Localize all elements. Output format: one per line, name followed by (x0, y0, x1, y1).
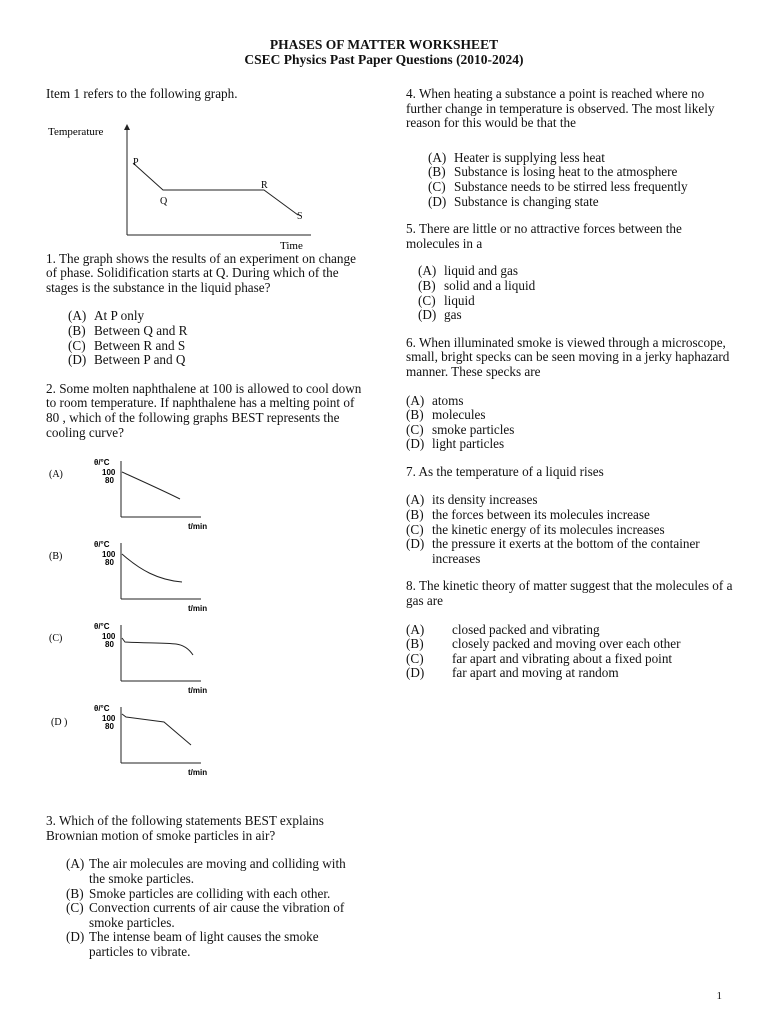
q6-option-c[interactable]: (C) smoke particles (406, 421, 515, 437)
q1-option-d[interactable]: (D) Between P and Q (68, 352, 186, 368)
curve-c-tick-100: 100 (102, 632, 116, 642)
curve-c-tick-80: 80 (105, 640, 114, 650)
q1-option-c[interactable]: (C) Between R and S (68, 337, 186, 353)
graph1-curve (133, 163, 298, 215)
curve-a-xlabel: t/min (188, 522, 208, 532)
page-number: 1 (716, 990, 722, 1002)
q8-option-a[interactable]: (A) closed packed and vibrating (406, 621, 600, 637)
curve-b-xlabel: t/min (188, 604, 208, 614)
question-1-options (46, 309, 364, 367)
curve-c-xlabel: t/min (188, 686, 208, 696)
q8-option-b[interactable]: (B) closely packed and moving over each other (406, 636, 681, 652)
cooling-curve-c[interactable] (49, 622, 207, 695)
q5-option-c[interactable]: (C) liquid (418, 292, 475, 308)
question-1-text: 1. The graph shows the results of an experiment on change of phase. Solidification starts at Q. During which of the stages is the substance in the liquid phase? (46, 250, 356, 295)
q4-option-d[interactable]: (D) Substance is changing state (428, 193, 599, 209)
curve-a-ylabel: θ/°C (94, 458, 110, 468)
question-4-options (406, 151, 734, 209)
q4-option-b[interactable]: (B) Substance is losing heat to the atmosphere (428, 164, 678, 180)
question-5-text: 5. There are little or no attractive forces between the molecules in a (406, 221, 682, 251)
question-7-text: 7. As the temperature of a liquid rises (406, 463, 604, 479)
q6-option-d[interactable]: (D) light particles (406, 436, 505, 452)
q6-option-a[interactable]: (A) atoms (406, 392, 464, 408)
graph1-point-p: P (133, 156, 139, 168)
curve-b-tick-100: 100 (102, 550, 116, 560)
curve-d-xlabel: t/min (188, 768, 208, 778)
q6-option-b[interactable]: (B) molecules (406, 407, 486, 423)
q5-option-d[interactable]: (D) gas (418, 307, 462, 323)
q8-option-c[interactable]: (C) far apart and vibrating about a fixed point (406, 650, 673, 666)
q4-option-a[interactable]: (A) Heater is supplying less heat (428, 149, 605, 165)
q8-option-d[interactable]: (D) far apart and moving at random (406, 665, 619, 681)
q5-option-b[interactable]: (B) solid and a liquid (418, 277, 536, 293)
item1-intro: Item 1 refers to the following graph. (46, 86, 238, 101)
curve-b-label: (B) (49, 551, 63, 563)
question-3-text: 3. Which of the following statements BEST explains Brownian motion of smoke particles in air? (46, 813, 324, 843)
question-7-options (406, 493, 734, 566)
q3-option-a[interactable]: (A) The air molecules are moving and colliding with the smoke particles. (66, 856, 346, 886)
question-6-options (406, 394, 734, 452)
cooling-curve-d[interactable] (51, 704, 207, 777)
curve-b-line (122, 554, 182, 582)
curve-d-ylabel: θ/°C (94, 704, 110, 714)
left-column (46, 87, 364, 959)
curve-c-line (122, 638, 193, 655)
question-4-text: 4. When heating a substance a point is reached where no further change in temperature is observed. The most likely reason for this would be that the (406, 86, 715, 131)
curve-b-ylabel: θ/°C (94, 540, 110, 550)
curve-a-label: (A) (49, 469, 63, 481)
graph1-ylabel: Temperature (48, 125, 104, 138)
q7-option-d[interactable]: (D) the pressure it exerts at the bottom of the container increases (406, 536, 700, 566)
cooling-curve-a[interactable] (49, 458, 207, 531)
worksheet-title: PHASES OF MATTER WORKSHEET (269, 37, 499, 52)
q3-option-d[interactable]: (D) The intense beam of light causes the smoke particles to vibrate. (66, 929, 319, 959)
graph1-point-q: Q (160, 195, 168, 207)
curve-d-tick-80: 80 (105, 722, 114, 732)
q7-option-a[interactable]: (A) its density increases (406, 492, 538, 508)
q4-option-c[interactable]: (C) Substance needs to be stirred less frequently (428, 178, 688, 194)
question-5-options (406, 264, 734, 322)
q3-option-c[interactable]: (C) Convection currents of air cause the vibration of smoke particles. (66, 900, 345, 930)
worksheet-subtitle: CSEC Physics Past Paper Questions (2010-2024) (244, 52, 524, 67)
q7-option-b[interactable]: (B) the forces between its molecules increase (406, 507, 650, 523)
graph1-xlabel: Time (280, 239, 303, 252)
graph1-point-s: S (297, 210, 303, 222)
curve-c-ylabel: θ/°C (94, 622, 110, 632)
q5-option-a[interactable]: (A) liquid and gas (418, 263, 518, 279)
cooling-curve-options (46, 454, 286, 806)
curve-d-label: (D ) (51, 717, 68, 729)
graph1-y-arrow (124, 124, 130, 130)
curve-a-tick-80: 80 (105, 476, 114, 486)
q3-option-b[interactable]: (B) Smoke particles are colliding with each other. (66, 885, 331, 901)
graph1-point-r: R (261, 179, 268, 191)
question-2-text: 2. Some molten naphthalene at 100 is allowed to cool down to room temperature. If naphthalene has a melting point of 80 , which of the following graphs BEST represents the cooling curve? (46, 380, 362, 440)
q1-option-a[interactable]: (A) At P only (68, 308, 145, 324)
question-6-text: 6. When illuminated smoke is viewed through a microscope, small, bright specks can be seen moving in a jerky haphazard manner. These specks are (406, 334, 730, 379)
question-8-text: 8. The kinetic theory of matter suggest that the molecules of a gas are (406, 578, 733, 609)
curve-d-tick-100: 100 (102, 714, 116, 724)
curve-c-label: (C) (49, 633, 63, 645)
q1-option-b[interactable]: (B) Between Q and R (68, 322, 188, 338)
question-3-options (46, 857, 364, 959)
phase-change-graph (44, 104, 314, 252)
curve-a-tick-100: 100 (102, 468, 116, 478)
curve-b-tick-80: 80 (105, 558, 114, 568)
curve-d-line (122, 714, 191, 745)
curve-a-line (122, 472, 180, 499)
cooling-curve-b[interactable] (49, 540, 207, 613)
right-column (406, 87, 734, 681)
question-8-options (406, 623, 734, 681)
q7-option-c[interactable]: (C) the kinetic energy of its molecules increases (406, 521, 665, 537)
